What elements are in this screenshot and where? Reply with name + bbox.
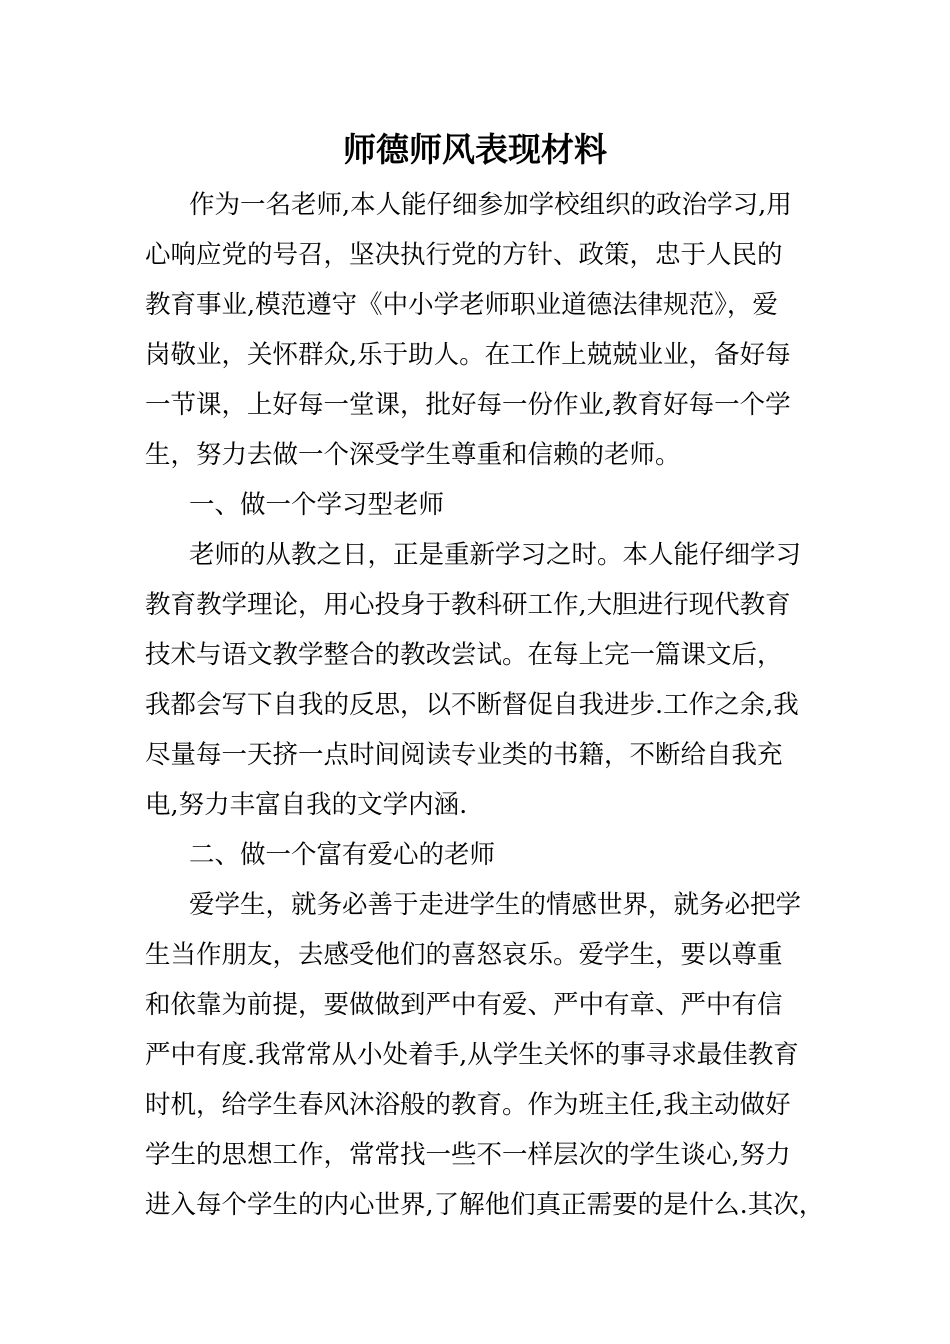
- paragraph-line: 生当作朋友，去感受他们的喜怒哀乐。爱学生，要以尊重: [145, 940, 783, 970]
- paragraph-line: 教育事业,模范遵守《中小学老师职业道德法律规范》，爱: [145, 290, 778, 320]
- paragraph-line: 严中有度.我常常从小处着手,从学生关怀的事寻求最佳教育: [145, 1040, 799, 1070]
- paragraph-line: 技术与语文教学整合的教改尝试。在每上完一篇课文后，: [145, 640, 783, 670]
- paragraph-line: 老师的从教之日，正是重新学习之时。本人能仔细学习: [189, 540, 802, 570]
- paragraph-line: 和依靠为前提，要做做到严中有爱、严中有章、严中有信: [145, 990, 783, 1020]
- paragraph-line: 心响应党的号召，坚决执行党的方针、政策，忠于人民的: [145, 240, 783, 270]
- paragraph-line: 岗敬业，关怀群众,乐于助人。在工作上兢兢业业，备好每: [145, 340, 791, 370]
- paragraph-line: 我都会写下自我的反思，以不断督促自我进步.工作之余,我: [145, 690, 799, 720]
- paragraph-line: 学生的思想工作，常常找一些不一样层次的学生谈心,努力: [145, 1140, 791, 1170]
- paragraph-line: 作为一名老师,本人能仔细参加学校组织的政治学习,用: [189, 190, 792, 220]
- paragraph-line: 时机，给学生春风沐浴般的教育。作为班主任,我主动做好: [145, 1090, 791, 1120]
- paragraph-line: 教育教学理论，用心投身于教科研工作,大胆进行现代教育: [145, 590, 791, 620]
- paragraph-line: 生，努力去做一个深受学生尊重和信赖的老师。: [145, 440, 681, 470]
- paragraph-line: 一节课，上好每一堂课，批好每一份作业,教育好每一个学: [145, 390, 791, 420]
- document-title: 师德师风表现材料: [343, 130, 607, 169]
- paragraph-line: 尽量每一天挤一点时间阅读专业类的书籍，不断给自我充: [145, 740, 783, 770]
- section-heading: 二、做一个富有爱心的老师: [189, 840, 496, 870]
- document-body: [145, 180, 825, 1230]
- paragraph-line: 爱学生，就务必善于走进学生的情感世界，就务必把学: [189, 890, 802, 920]
- paragraph-line: 进入每个学生的内心世界,了解他们真正需要的是什么.其次，: [145, 1190, 825, 1220]
- section-heading: 一、做一个学习型老师: [189, 490, 445, 520]
- paragraph-line: 电,努力丰富自我的文学内涵.: [145, 790, 468, 820]
